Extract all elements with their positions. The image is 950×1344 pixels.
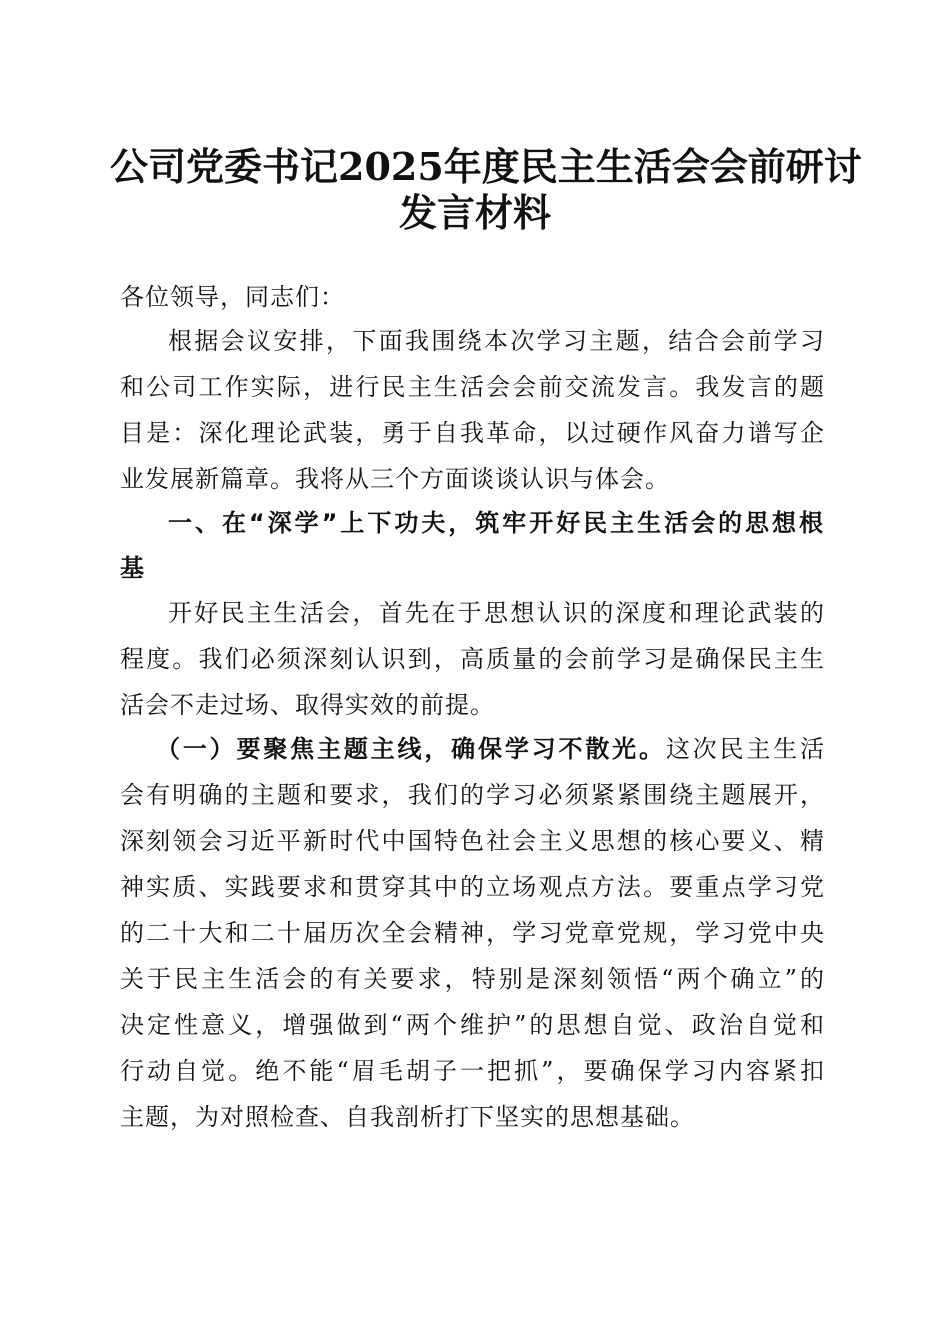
document-title-line-1: 公司党委书记2025年度民主生活会会前研讨 bbox=[110, 144, 862, 189]
intro-line-1: 根据会议安排，下面我围绕本次学习主题，结合会前学习 bbox=[168, 327, 825, 355]
section-1-para-line-1: 开好民主生活会，首先在于思想认识的深度和理论武装的 bbox=[168, 599, 825, 627]
section-1-heading-line-2: 基 bbox=[120, 554, 146, 582]
subsection-1-line-4: 神实质、实践要求和贯穿其中的立场观点方法。要重点学习党 bbox=[120, 873, 825, 901]
section-1-para-line-2: 程度。我们必须深刻认识到，高质量的会前学习是确保民主生 bbox=[120, 645, 825, 673]
subsection-1-line-2: 会有明确的主题和要求，我们的学习必须紧紧围绕主题展开， bbox=[120, 781, 825, 809]
subsection-1-line-7: 决定性意义，增强做到“两个维护”的思想自觉、政治自觉和 bbox=[120, 1011, 825, 1039]
subsection-1-line-5: 的二十大和二十届历次全会精神，学习党章党规，学习党中央 bbox=[120, 919, 825, 947]
intro-line-3: 目是：深化理论武装，勇于自我革命，以过硬作风奋力谱写企 bbox=[120, 419, 825, 447]
subsection-1-line-1-rest: 这次民主生活 bbox=[665, 735, 826, 763]
document-title-line-2: 发言材料 bbox=[398, 190, 551, 235]
subsection-1-line-1 bbox=[156, 726, 825, 772]
intro-line-2: 和公司工作实际，进行民主生活会会前交流发言。我发言的题 bbox=[120, 373, 825, 401]
subsection-1-line-9: 主题，为对照检查、自我剖析打下坚实的思想基础。 bbox=[120, 1103, 695, 1131]
intro-line-4: 业发展新篇章。我将从三个方面谈谈认识与体会。 bbox=[120, 465, 670, 493]
subsection-1-line-6: 关于民主生活会的有关要求，特别是深刻领悟“两个确立”的 bbox=[120, 965, 825, 993]
section-1-heading-line-1: 一、在“深学”上下功夫，筑牢开好民主生活会的思想根 bbox=[168, 509, 825, 537]
subsection-1-line-8: 行动自觉。绝不能“眉毛胡子一把抓”，要确保学习内容紧扣 bbox=[120, 1057, 825, 1085]
section-1-para-line-3: 活会不走过场、取得实效的前提。 bbox=[120, 691, 495, 719]
salutation: 各位领导，同志们： bbox=[120, 283, 345, 311]
subsection-1-lead: （一）要聚焦主题主线，确保学习不散光。 bbox=[156, 734, 666, 763]
subsection-1-line-3: 深刻领会习近平新时代中国特色社会主义思想的核心要义、精 bbox=[120, 827, 825, 855]
